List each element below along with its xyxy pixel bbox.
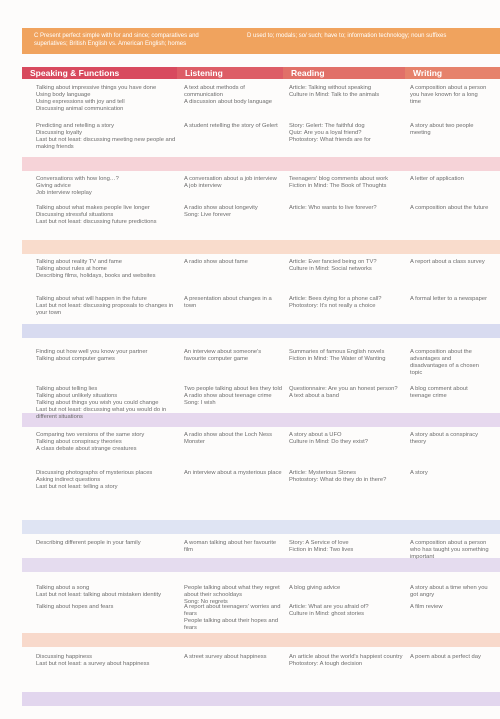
listening-cell: A radio show about fame <box>184 259 248 265</box>
speaking-cell: Talking about a song Last but not least: talking about mistaken identity <box>36 585 162 598</box>
writing-cell: A story about a time when you got angry <box>410 585 488 598</box>
reading-cell: Questionnaire: Are you an honest person? A text about a band <box>289 386 398 399</box>
listening-cell: A conversation about a job interview A job interview <box>184 176 277 189</box>
writing-cell: A letter of application <box>410 176 464 182</box>
speaking-cell: Talking about reality TV and fame Talking about rules at home Describing films, holidays, books and websites <box>36 259 156 279</box>
reading-cell: Article: Who wants to live forever? <box>289 205 377 211</box>
writing-cell: A composition about a person who has taught you something important <box>410 540 489 560</box>
writing-cell: A story about two people meeting <box>410 123 474 136</box>
speaking-cell: Finding out how well you know your partner Talking about computer games <box>36 349 148 362</box>
listening-cell: An interview about someone's favourite computer game <box>184 349 262 362</box>
writing-cell: A composition about a person you have known for a long time <box>410 85 487 105</box>
listening-cell: A woman talking about her favourite film <box>184 540 277 553</box>
speaking-cell: Talking about telling lies Talking about unlikely situations Talking about things you wish you could change Last but not least: discussing what you would do in different situations <box>36 386 167 420</box>
reading-cell: A story about a UFO Culture in Mind: Do they exist? <box>289 432 368 445</box>
listening-cell: A street survey about happiness <box>184 654 267 660</box>
header-writing: Writing <box>405 67 500 79</box>
unit-divider <box>22 157 500 171</box>
speaking-cell: Talking about what will happen in the future Last but not least: discussing proposals to changes in your town <box>36 296 174 316</box>
speaking-cell: Talking about what makes people live longer Discussing stressful situations Last but not least: discussing future predictions <box>36 205 157 225</box>
reading-cell: An article about the world's happiest country Photostory: A tough decision <box>289 654 403 667</box>
listening-cell: A text about methods of communication A discussion about body language <box>184 85 272 105</box>
reading-cell: Summaries of famous English novels Fiction in Mind: The Water of Wanting <box>289 349 386 362</box>
grammar-banner <box>22 28 500 54</box>
table-header <box>22 67 500 79</box>
unit-divider <box>22 692 500 706</box>
listening-cell: A student retelling the story of Gelert <box>184 123 278 129</box>
reading-cell: A blog giving advice <box>289 585 341 591</box>
writing-cell: A composition about the advantages and disadvantages of a chosen topic <box>410 349 479 376</box>
listening-cell: A radio show about the Loch Ness Monster <box>184 432 272 445</box>
header-listening: Listening <box>177 67 283 79</box>
speaking-cell: Comparing two versions of the same story Talking about conspiracy theories A class debate about strange creatures <box>36 432 145 452</box>
writing-cell: A blog comment about teenage crime <box>410 386 468 399</box>
speaking-cell: Talking about impressive things you have done Using body language Using expressions with joy and tell Discussing animal communication <box>36 85 157 112</box>
speaking-cell: Discussing photographs of mysterious places Asking indirect questions Last but not least: telling a story <box>36 470 153 490</box>
writing-cell: A report about a class survey <box>410 259 485 265</box>
writing-cell: A story <box>410 470 428 476</box>
listening-cell: A radio show about longevity Song: Live forever <box>184 205 258 218</box>
header-reading: Reading <box>283 67 405 79</box>
listening-cell: A report about teenagers' worries and fears People talking about their hopes and fears <box>184 604 281 631</box>
speaking-cell: Talking about hopes and fears <box>36 604 114 610</box>
reading-cell: Article: Ever fancied being on TV? Culture in Mind: Social networks <box>289 259 377 272</box>
reading-cell: Story: Gelert: The faithful dog Quiz: Are you a loyal friend? Photostory: What friends are for <box>289 123 371 143</box>
unit-divider <box>22 633 500 647</box>
unit-divider <box>22 520 500 534</box>
writing-cell: A formal letter to a newspaper <box>410 296 488 302</box>
speaking-cell: Describing different people in your family <box>36 540 141 546</box>
speaking-cell: Conversations with how long…? Giving advice Job interview roleplay <box>36 176 119 196</box>
reading-cell: Article: Talking without speaking Culture in Mind: Talk to the animals <box>289 85 380 98</box>
reading-cell: Article: Bees dying for a phone call? Photostory: It's not really a choice <box>289 296 382 309</box>
speaking-cell: Predicting and retelling a story Discussing loyalty Last but not least: discussing meeting new people and making friends <box>36 123 176 150</box>
banner-right-text: D used to; modals; so/ such; have to; information technology; noun suffixes <box>247 33 447 39</box>
unit-divider <box>22 240 500 254</box>
reading-cell: Article: What are you afraid of? Culture in Mind: ghost stories <box>289 604 369 617</box>
writing-cell: A composition about the future <box>410 205 489 211</box>
header-speaking: Speaking & Functions <box>22 67 177 79</box>
listening-cell: Two people talking about lies they told A radio show about teenage crime Song: I wish <box>184 386 282 406</box>
speaking-cell: Discussing happiness Last but not least: a survey about happiness <box>36 654 150 667</box>
banner-left-text: C Present perfect simple with for and since; comparatives and superlatives; British English vs. American English; homes <box>34 33 199 47</box>
unit-divider <box>22 324 500 338</box>
reading-cell: Article: Mysterious Stones Photostory: What do they do in there? <box>289 470 387 483</box>
writing-cell: A film review <box>410 604 443 610</box>
listening-cell: An interview about a mysterious place <box>184 470 282 476</box>
reading-cell: Story: A Service of love Fiction in Mind: Two lives <box>289 540 354 553</box>
writing-cell: A story about a conspiracy theory <box>410 432 478 445</box>
writing-cell: A poem about a perfect day <box>410 654 481 660</box>
reading-cell: Teenagers' blog comments about work Fiction in Mind: The Book of Thoughts <box>289 176 389 189</box>
listening-cell: People talking about what they regret about their schooldays Song: No regrets <box>184 585 280 605</box>
listening-cell: A presentation about changes in a town <box>184 296 272 309</box>
